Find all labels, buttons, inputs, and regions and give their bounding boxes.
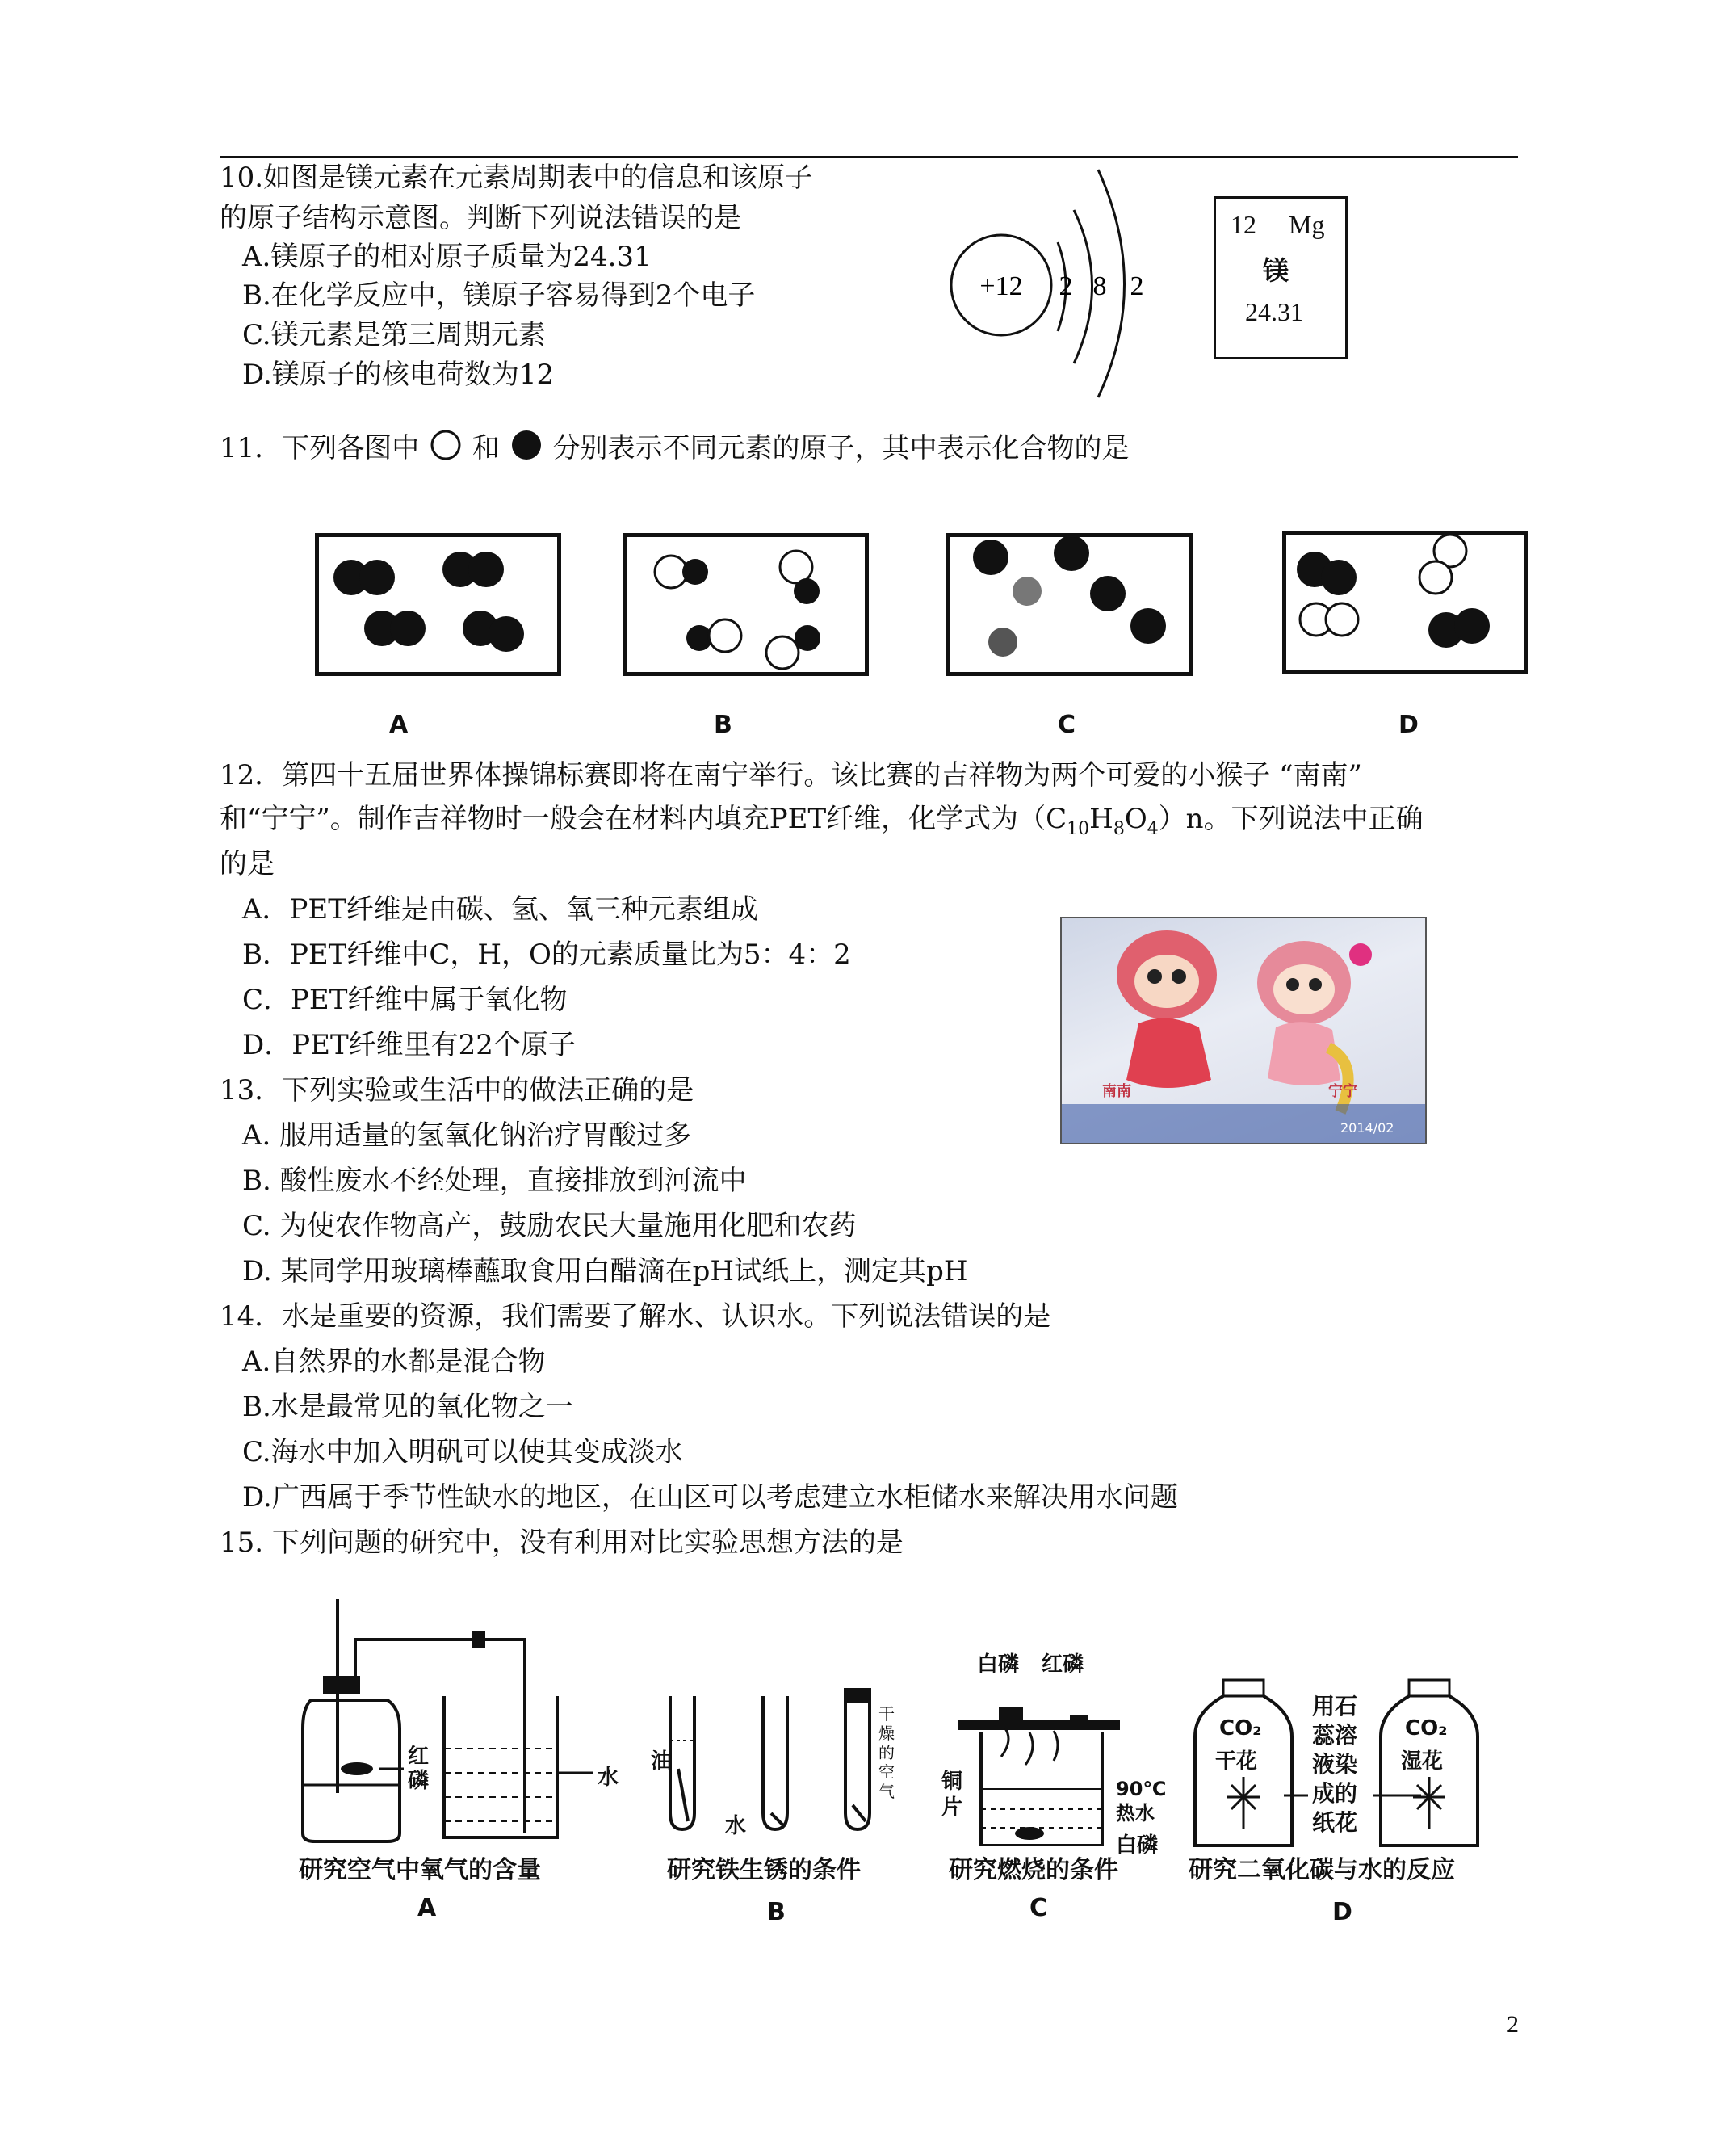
q13-stem: 13．下列实验或生活中的做法正确的是 <box>220 1074 694 1106</box>
q15-d-wet-flower-label: 湿花 <box>1401 1749 1444 1774</box>
q15-c-white-phosphorus-bottom-label: 白磷 <box>1116 1833 1159 1858</box>
q13-option-c: C. 为使农作物高产，鼓励农民大量施用化肥和农药 <box>242 1210 857 1242</box>
q12-h: H <box>1089 803 1113 835</box>
q15-a-caption: 研究空气中氧气的含量 <box>299 1856 541 1884</box>
q10-option-a: A.镁原子的相对原子质量为24.31 <box>242 241 652 273</box>
cell-atomic-number: 12 <box>1231 210 1256 239</box>
q12-option-d: D．PET纤维里有22个原子 <box>242 1029 576 1061</box>
q12-option-c: C．PET纤维中属于氧化物 <box>242 984 568 1016</box>
q15-b-caption: 研究铁生锈的条件 <box>667 1856 861 1884</box>
q11-diagram-a <box>315 533 561 676</box>
q11-label-b: B <box>714 711 732 739</box>
photo-date: 2014/02 <box>1340 1120 1394 1136</box>
cell-atomic-mass: 24.31 <box>1245 297 1303 326</box>
periodic-table-cell <box>1214 196 1348 359</box>
q15-diagram-a <box>291 1599 630 1858</box>
q11-stem-pre: 11．下列各图中 <box>220 432 420 464</box>
photo-label-ningning: 宁宁 <box>1328 1083 1357 1100</box>
cell-symbol: Mg <box>1289 210 1325 239</box>
cell-element-name: 镁 <box>1263 255 1289 286</box>
mascot-photo <box>1060 917 1427 1144</box>
q15-d-co2-left-label: CO₂ <box>1219 1716 1262 1741</box>
q15-diagram-b <box>662 1684 904 1846</box>
q15-label-b: B <box>767 1898 786 1926</box>
shell-2-electrons: 8 <box>1092 271 1107 301</box>
q11-label-d: D <box>1398 711 1419 739</box>
q10-option-b: B.在化学反应中，镁原子容易得到2个电子 <box>242 279 756 312</box>
q10-stem-line1: 10.如图是镁元素在元素周期表中的信息和该原子 <box>220 162 813 194</box>
q11-label-c: C <box>1058 711 1076 739</box>
q15-c-copper-label: 铜片 <box>941 1770 963 1820</box>
q14-option-b: B.水是最常见的氧化物之一 <box>242 1391 573 1423</box>
q12-option-a: A．PET纤维是由碳、氢、氧三种元素组成 <box>242 893 758 926</box>
q15-stem: 15. 下列问题的研究中，没有利用对比实验思想方法的是 <box>220 1526 904 1559</box>
q11-diagram-c <box>946 533 1193 676</box>
q13-option-b: B. 酸性废水不经处理，直接排放到河流中 <box>242 1165 747 1197</box>
q15-c-white-phosphorus-top-label: 白磷 <box>977 1652 1020 1677</box>
black-atom-icon <box>509 430 544 460</box>
q15-c-caption: 研究燃烧的条件 <box>949 1856 1118 1884</box>
q12-sub-10: 10 <box>1067 818 1090 839</box>
q10-option-d: D.镁原子的核电荷数为12 <box>242 359 555 391</box>
q14-option-d: D.广西属于季节性缺水的地区，在山区可以考虑建立水柜储水来解决用水问题 <box>242 1481 1178 1514</box>
q15-label-c: C <box>1029 1894 1048 1922</box>
q15-c-red-phosphorus-label: 红磷 <box>1042 1652 1084 1677</box>
header-rule <box>220 156 1518 158</box>
q15-d-dry-flower-label: 干花 <box>1215 1749 1258 1774</box>
q12-stem-line1: 12．第四十五届世界体操锦标赛即将在南宁举行。该比赛的吉祥物为两个可爱的小猴子 “南南” <box>220 759 1362 792</box>
q11-diagram-d <box>1282 531 1528 674</box>
q15-d-co2-right-label: CO₂ <box>1405 1716 1448 1741</box>
q15-b-water-label: 水 <box>725 1814 747 1838</box>
nucleus-charge: +12 <box>979 271 1023 301</box>
q15-c-hot-water-label: 90℃热水 <box>1116 1778 1167 1825</box>
q13-option-d: D. 某同学用玻璃棒蘸取食用白醋滴在pH试纸上，测定其pH <box>242 1255 968 1287</box>
mascot-illustration <box>1062 918 1425 1143</box>
q15-label-a: A <box>417 1894 437 1922</box>
q11-stem-post: 分别表示不同元素的原子，其中表示化合物的是 <box>552 432 1130 464</box>
q10-stem-line2: 的原子结构示意图。判断下列说法错误的是 <box>220 202 741 234</box>
q12-stem2-post: ）n。下列说法中正确 <box>1158 803 1424 835</box>
q15-b-dry-air-label: 干燥的空气 <box>878 1704 895 1801</box>
q15-a-water-label: 水 <box>598 1766 619 1790</box>
q12-sub-4: 4 <box>1147 818 1159 839</box>
shell-3-electrons: 2 <box>1130 271 1144 301</box>
q12-sub-8: 8 <box>1113 818 1125 839</box>
atom-structure-diagram <box>945 162 1171 404</box>
q11-stem-and: 和 <box>472 432 500 464</box>
shell-1-electrons: 2 <box>1059 271 1073 301</box>
q15-label-d: D <box>1332 1898 1352 1926</box>
q10-option-c: C.镁元素是第三周期元素 <box>242 319 546 351</box>
q14-option-a: A.自然界的水都是混合物 <box>242 1346 546 1378</box>
q14-stem: 14．水是重要的资源，我们需要了解水、认识水。下列说法错误的是 <box>220 1300 1051 1333</box>
q15-d-note-label: 用石蕊溶液染成的纸花 <box>1312 1693 1358 1836</box>
q12-stem-line2 <box>220 803 1424 846</box>
q12-stem-line3: 的是 <box>220 848 275 880</box>
q15-a-red-phosphorus-label: 红磷 <box>408 1745 430 1793</box>
q11-stem <box>220 430 1130 464</box>
q13-option-a: A. 服用适量的氢氧化钠治疗胃酸过多 <box>242 1119 692 1152</box>
q12-option-b: B．PET纤维中C，H，O的元素质量比为5：4：2 <box>242 939 851 971</box>
q14-option-c: C.海水中加入明矾可以使其变成淡水 <box>242 1436 683 1468</box>
q15-d-caption: 研究二氧化碳与水的反应 <box>1189 1856 1455 1884</box>
white-atom-icon <box>428 430 463 460</box>
q12-stem2-pre: 和“宁宁”。制作吉祥物时一般会在材料内填充PET纤维，化学式为（C <box>220 803 1067 835</box>
q12-o: O <box>1124 803 1147 835</box>
page-number: 2 <box>1507 2011 1519 2038</box>
photo-label-nannan: 南南 <box>1102 1083 1131 1100</box>
q11-label-a: A <box>389 711 409 739</box>
q11-diagram-b <box>623 533 869 676</box>
q15-b-oil-label: 油 <box>651 1749 673 1774</box>
